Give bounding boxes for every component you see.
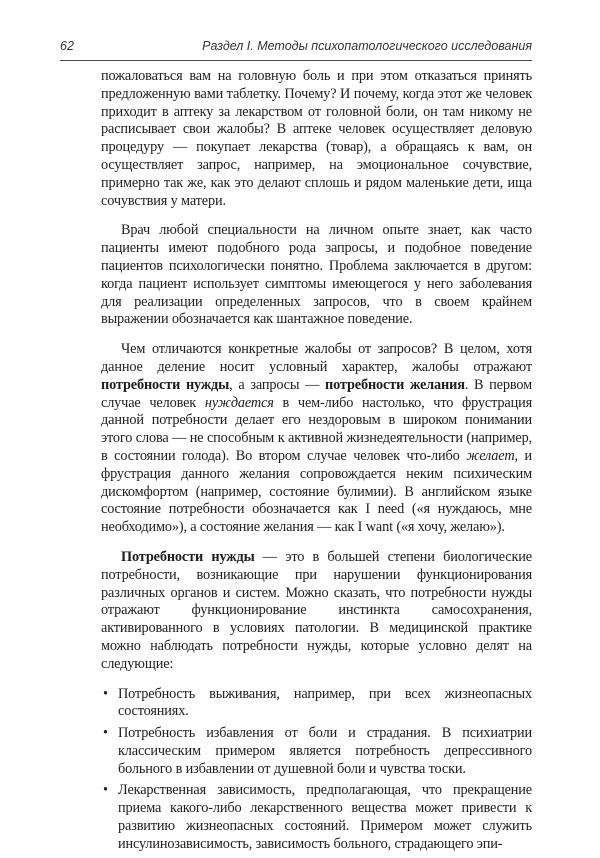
text-run: пожаловаться вам на головную боль и при этом отказаться принять предложенную вами таблетку. Почему? И почему, когда этот же человек приходит в аптеку за лекарством от головной боли, он там никому не расписывает свои жалобы? В аптеке человек осуществляет деловую процедуру — покупает лекарства (товар), а обращаясь к вам, он осуществляет запрос, например, на эмоциональное сочувствие, примерно так же, как это делают сплошь и рядом маленькие дети, ища сочувствия у матери. [101,68,532,209]
bold-term: потребности желания [325,376,465,393]
text-run: , и фрустрация данного желания сопровождается неким психическим дискомфортом (например, состояние булимии). В английском языке состояние потребности обозначается как I need («я нуждаюсь, мне необходимо»), а состояние желания — как I want («я хочу, желаю»). [101,447,532,536]
body-paragraph [101,68,532,210]
italic-term: желает [466,447,515,464]
body-paragraph [101,222,532,329]
running-header [60,38,532,61]
list-item [101,782,532,853]
text-run: . В первом случае человек [101,376,532,411]
list-item-text: Потребность избавления от боли и страдания. В психиатрии классическим примером является потребность депрессивного больного в избавлении от душевной боли и чувства тоски. [118,725,532,777]
list-item [101,686,532,722]
body-paragraph [101,341,532,537]
list-item [101,725,532,778]
text-run: Чем отличаются конкретные жалобы от запросов? В целом, хотя данное деление носит условный характер, жалобы отражают [101,341,532,375]
bullet-icon: • [103,685,108,702]
body-paragraphs [101,68,532,674]
text-run: , а запросы — [229,376,326,393]
bold-term: потребности нужды [101,376,230,393]
bullet-icon: • [103,725,108,742]
text-run: Врач любой специальности на личном опыте знает, как часто пациенты имеют подобного рода запросы, и подобное поведение пациентов психологически понятно. Проблема заключается в другом: когда пациент использует симптомы имеющегося у него заболевания для реализации определенных запросов, что в своем крайнем выражении обозначается как шантажное поведение. [101,222,532,328]
bullet-icon: • [103,782,108,799]
text-run: в чем-либо настолько, что фрустрация данной потребности делает его нездоровым в широком понимании этого слова — не способным к активной жизнедеятельности (например, в состоянии голода). Во втором случае человек что-либо [101,394,533,464]
page-body [101,68,532,858]
page-number: 62 [60,39,74,53]
running-title: Раздел I. Методы психопатологического исследования [202,39,532,53]
list-item-text: Потребность выживания, например, при всех жизнеопасных состояниях. [118,685,532,720]
text-run: — это в большей степени биологические потребности, возникающие при нарушении функционирования различных органов и систем. Можно сказать, что потребности нужды отражают функционирование инстинкта самосохранения, активированного в условиях патологии. В медицинской практике можно наблюдать потребности нужды, которые условно делят на следующие: [101,548,532,672]
italic-term: нуждается [204,394,274,411]
body-paragraph [101,549,532,674]
bold-term: Потребности нужды [121,548,255,565]
needs-list [101,686,532,854]
list-item-text: Лекарственная зависимость, предполагающая, что прекращение приема какого-либо лекарственного вещества может привести к развитию жизнеопасных состояний. Примером может служить инсулинозависимость, зависимость больного, страдающего эпи- [118,782,532,852]
